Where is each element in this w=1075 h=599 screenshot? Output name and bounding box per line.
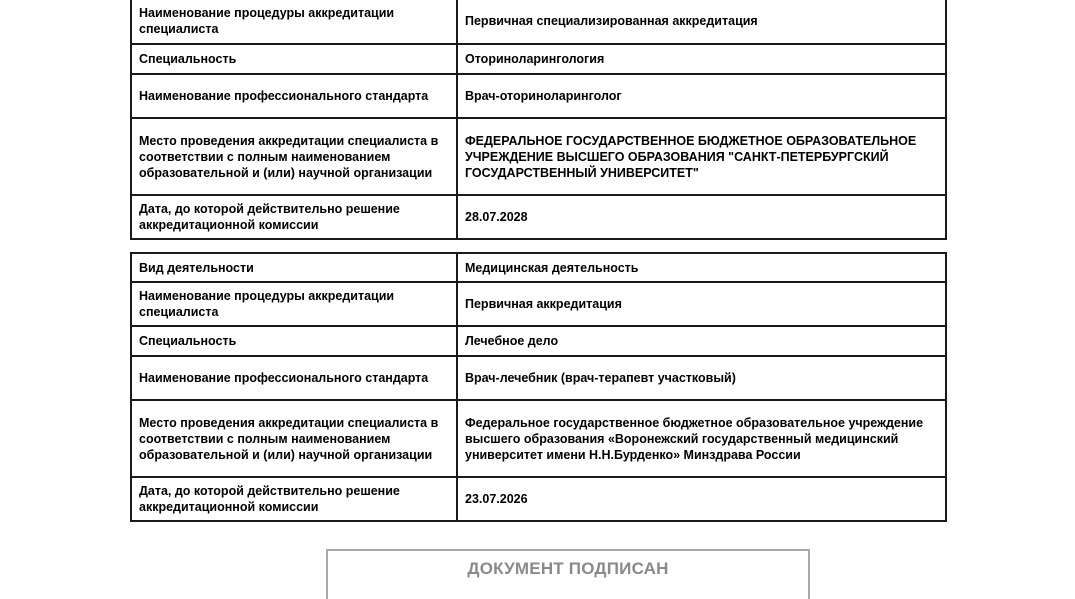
stamp-title: ДОКУМЕНТ ПОДПИСАН (467, 559, 669, 578)
table-row (131, 44, 946, 74)
row-value: Врач-лечебник (врач-терапевт участковый) (457, 356, 946, 400)
accreditation-table-2 (130, 252, 947, 522)
row-value: Первичная специализированная аккредитация (457, 0, 946, 44)
row-value: Первичная аккредитация (457, 282, 946, 326)
row-value: Федеральное государственное бюджетное образовательное учреждение высшего образования «Воронежский государственный медицинский университет имени Н.Н.Бурденко» Минздрава России (457, 400, 946, 477)
row-label: Место проведения аккредитации специалиста в соответствии с полным наименованием образовательной и (или) научной организации (131, 118, 457, 195)
table-row (131, 74, 946, 118)
row-label: Наименование профессионального стандарта (131, 356, 457, 400)
row-value: Врач-оториноларинголог (457, 74, 946, 118)
table-row (131, 282, 946, 326)
row-label: Вид деятельности (131, 253, 457, 282)
row-label: Наименование процедуры аккредитации специалиста (131, 282, 457, 326)
row-label: Дата, до которой действительно решение аккредитационной комиссии (131, 195, 457, 239)
accreditation-table-1 (130, 0, 947, 240)
row-label: Специальность (131, 326, 457, 356)
table-row (131, 253, 946, 282)
row-label: Дата, до которой действительно решение аккредитационной комиссии (131, 477, 457, 521)
table-row (131, 400, 946, 477)
row-value: Оториноларингология (457, 44, 946, 74)
table-row (131, 118, 946, 195)
table-row (131, 0, 946, 44)
row-label: Наименование процедуры аккредитации специалиста (131, 0, 457, 44)
table-row (131, 195, 946, 239)
table-row (131, 356, 946, 400)
table-row (131, 326, 946, 356)
row-label: Наименование профессионального стандарта (131, 74, 457, 118)
row-label: Специальность (131, 44, 457, 74)
row-value: Медицинская деятельность (457, 253, 946, 282)
row-value: Лечебное дело (457, 326, 946, 356)
row-value: 23.07.2026 (457, 477, 946, 521)
row-value: ФЕДЕРАЛЬНОЕ ГОСУДАРСТВЕННОЕ БЮДЖЕТНОЕ ОБРАЗОВАТЕЛЬНОЕ УЧРЕЖДЕНИЕ ВЫСШЕГО ОБРАЗОВАНИЯ "САНКТ-ПЕТЕРБУРГСКИЙ ГОСУДАРСТВЕННЫЙ УНИВЕРСИТЕТ" (457, 118, 946, 195)
signature-stamp (326, 549, 810, 599)
row-value: 28.07.2028 (457, 195, 946, 239)
row-label: Место проведения аккредитации специалиста в соответствии с полным наименованием образовательной и (или) научной организации (131, 400, 457, 477)
table-row (131, 477, 946, 521)
